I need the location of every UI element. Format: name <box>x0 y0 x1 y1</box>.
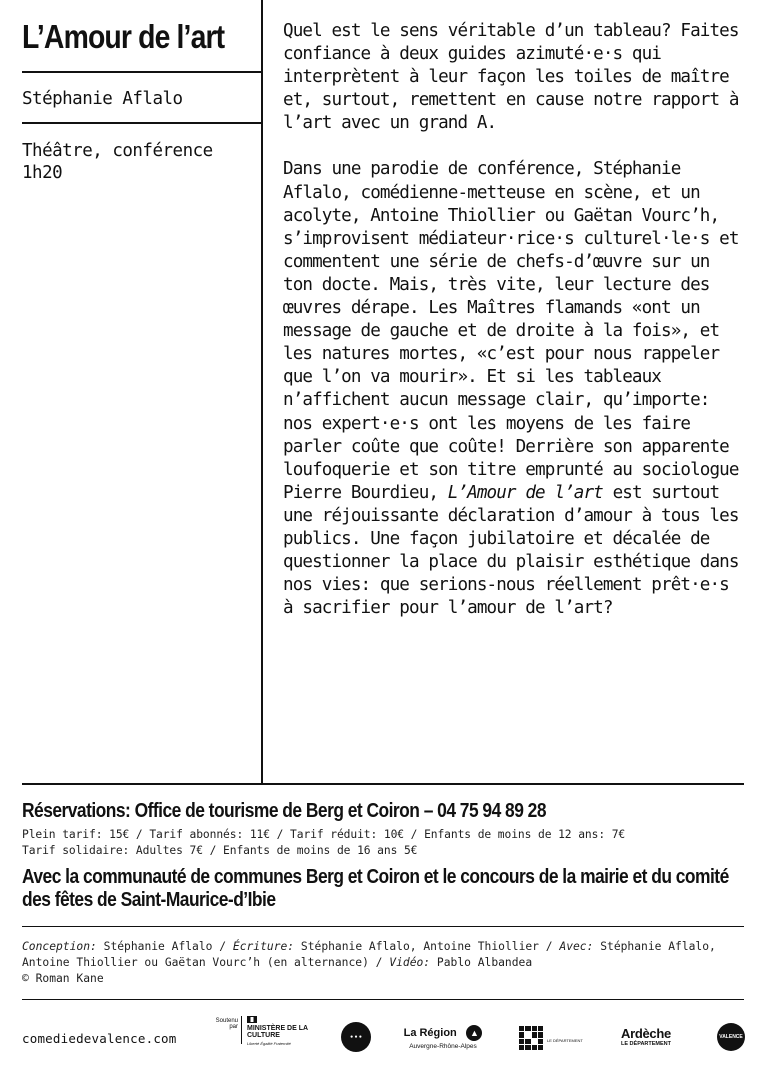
show-title-italic: L’Amour de l’art <box>447 482 603 503</box>
divider <box>241 1016 242 1044</box>
website-link[interactable]: comediedevalence.com <box>22 1031 177 1046</box>
photo-credit: © Roman Kane <box>22 972 104 985</box>
description-paragraph: Quel est le sens véritable d’un tableau? Faites confiance à deux guides azimuté·e·s qui interprètent à leur façon les toiles de maître et, surtout, remettent en cause notre rapport à l’art avec un grand A. <box>283 21 739 134</box>
booking-headline: Réservations: Office de tourisme de Berg et Coiron – 04 75 94 89 28 <box>22 800 546 822</box>
price-list <box>22 827 744 859</box>
divider <box>22 999 744 1000</box>
valence-logo: VALENCE <box>717 1023 745 1051</box>
region-icon: ▲ <box>466 1025 482 1041</box>
show-duration: 1h20 <box>22 163 63 183</box>
column-divider <box>261 0 263 783</box>
divider <box>22 71 262 73</box>
divider <box>22 122 262 124</box>
price-line: Plein tarif: 15€ / Tarif abonnés: 11€ / Tarif réduit: 10€ / Enfants de moins de 12 ans: 7€ <box>22 828 626 841</box>
partners-text: Avec la communauté de communes Berg et Coiron et le concours de la mairie et du comité des fêtes de Saint-Maurice-d’Ibie <box>22 866 729 911</box>
show-genre-block <box>22 140 262 184</box>
show-title: L’Amour de l’art <box>22 18 225 55</box>
divider <box>22 783 744 785</box>
show-genre: Théâtre, conférence <box>22 141 213 161</box>
description-paragraph: Dans une parodie de conférence, Stéphanie Aflalo, comédienne-metteuse en scène, et un acolyte, Antoine Thiollier ou Gaëtan Vourc’h, s’improvisent médiateur·rice·s culturel·le·s et commentent une série de chefs-d’œuvre sur un ton docte. Mais, très vite, leur lecture des œuvres dérape. Les Maîtres flamands «ont un message de gauche et de droite à la fois», et les natures mortes, «c’est pour nous rappeler que l’on va mourir». Et si les tableaux n’affichent aucun message clair, qu’importe: nos expert·e·s ont les moyens de les faire parler coûte que coûte! Derrière son apparente loufoquerie et son titre emprunté au sociologue Pierre Bourdieu, L’Amour de l’art est surtout une réjouissante déclaration d’amour à tous les publics. Une façon jubilatoire et décalée de questionner la place du plaisir esthétique dans nos vies: que serions-nous réellement prêt·e·s à sacrifier pour l’amour de l’art? <box>283 159 739 619</box>
departement-label: LE DÉPARTEMENT <box>547 1038 583 1043</box>
divider <box>22 926 744 927</box>
soutenu-label: Soutenu par <box>215 1018 238 1030</box>
departement-grid-logo <box>519 1026 543 1050</box>
sponsor-logos <box>205 1010 750 1066</box>
description <box>283 20 743 643</box>
price-line: Tarif solidaire: Adultes 7€ / Enfants de moins de 16 ans 5€ <box>22 844 418 857</box>
show-author: Stéphanie Aflalo <box>22 89 183 109</box>
ardeche-logo: Ardèche LE DÉPARTEMENT <box>621 1026 672 1047</box>
credits: Conception: Stéphanie Aflalo / Écriture: Stéphanie Aflalo, Antoine Thiollier / Avec: Stéphanie Aflalo, Antoine Thiollier ou Gaëtan Vourc’h (en alternance) / Vidéo: Pablo Albandea © Roman Kane <box>22 940 716 985</box>
ministere-logo: MINISTÈRE DE LA CULTURE Liberté Égalité Fraternité <box>247 1016 313 1046</box>
region-logo: La Région ▲ Auvergne-Rhône-Alpes <box>403 1022 483 1050</box>
show-info <box>22 0 262 183</box>
round-logo: ● ● ● <box>341 1022 371 1052</box>
